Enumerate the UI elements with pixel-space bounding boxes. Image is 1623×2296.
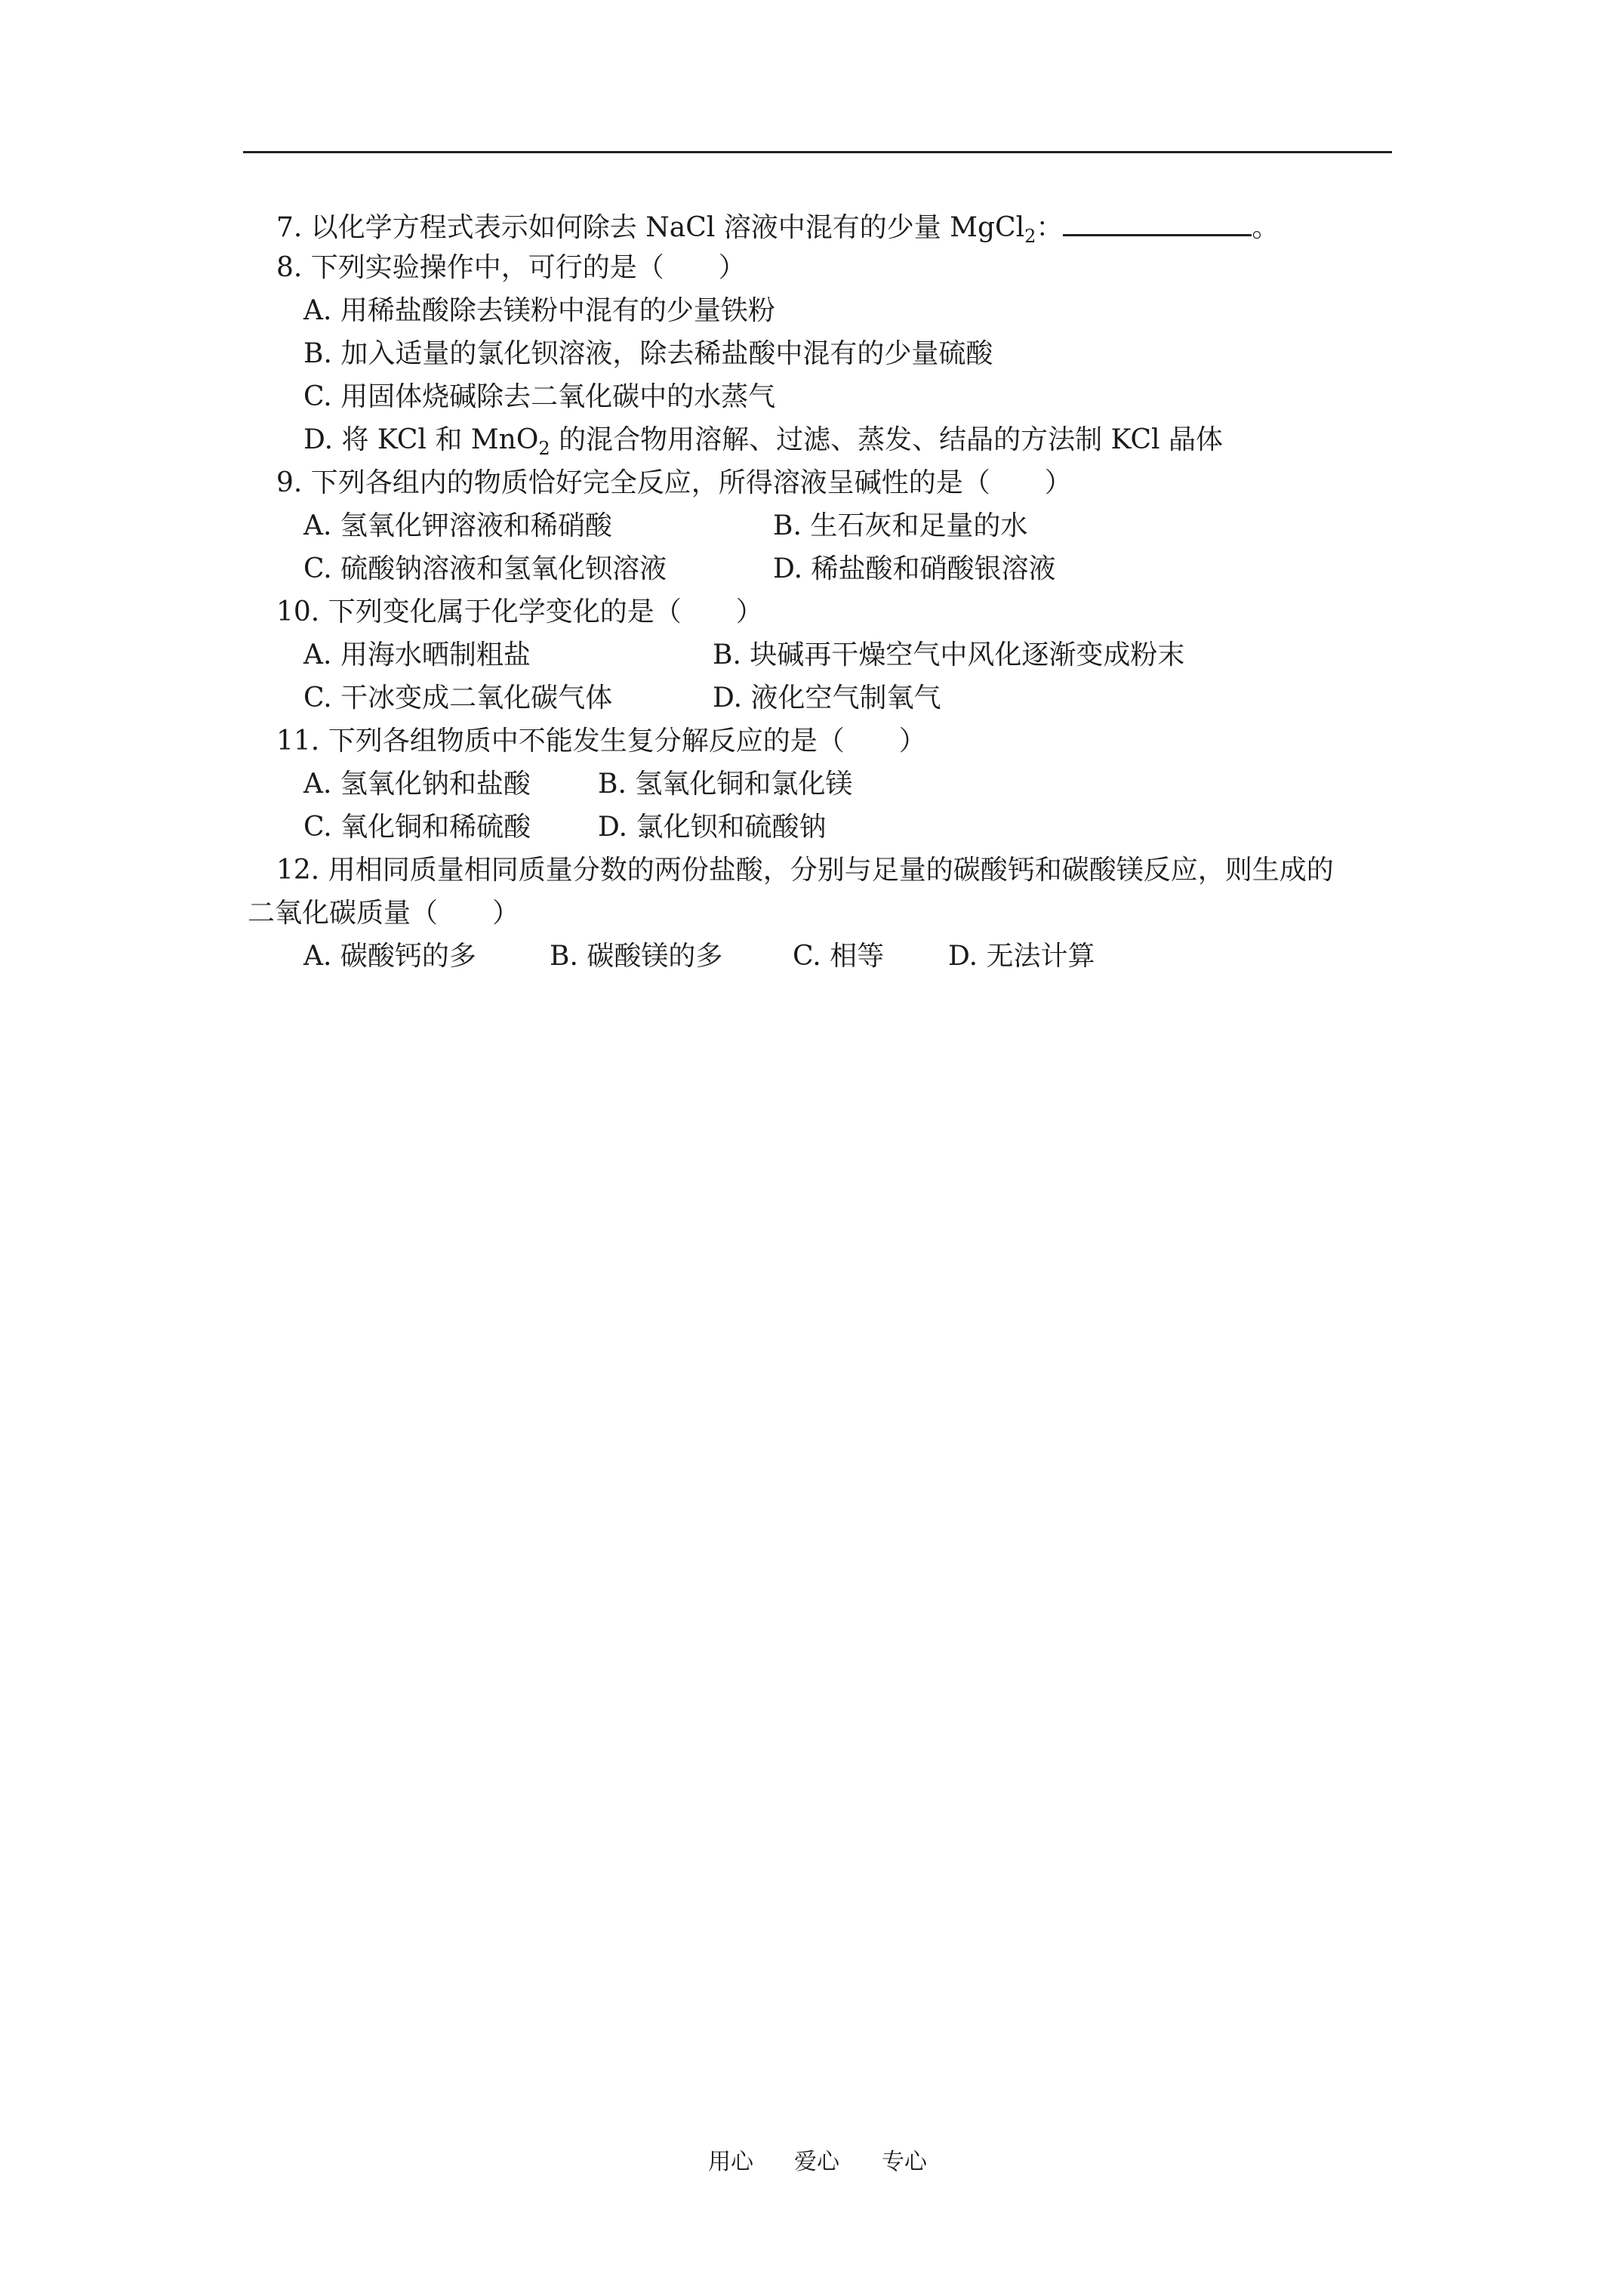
question-11-option-a: A. 氢氧化钠和盐酸 [303, 769, 531, 800]
question-12-option-d: D. 无法计算 [948, 941, 1095, 972]
question-9-stem: 9. 下列各组内的物质恰好完全反应，所得溶液呈碱性的是（ ） [276, 467, 1072, 498]
question-12-stem-continued: 二氧化碳质量（ ） [248, 898, 520, 929]
header-rule [243, 151, 1392, 153]
question-12-option-b: B. 碳酸镁的多 [550, 941, 723, 972]
question-8-option-b: B. 加入适量的氯化钡溶液，除去稀盐酸中混有的少量硫酸 [303, 338, 993, 369]
question-12-option-c: C. 相等 [793, 941, 885, 972]
question-10-option-a: A. 用海水晒制粗盐 [303, 639, 531, 670]
subscript-2: 2 [538, 438, 550, 460]
question-8-stem: 8. 下列实验操作中，可行的是（ ） [276, 252, 746, 283]
question-12-option-a: A. 碳酸钙的多 [303, 941, 476, 972]
question-8-option-a: A. 用稀盐酸除去镁粉中混有的少量铁粉 [303, 295, 775, 326]
question-7-end: 。 [1252, 212, 1280, 243]
question-11-option-b: B. 氢氧化铜和氯化镁 [598, 769, 853, 800]
question-11-option-d: D. 氯化钡和硫酸钠 [598, 812, 827, 843]
question-10-option-c: C. 干冰变成二氧化碳气体 [303, 683, 613, 713]
question-8-option-d [303, 424, 1223, 465]
question-10-stem: 10. 下列变化属于化学变化的是（ ） [276, 596, 763, 627]
answer-blank[interactable] [1063, 208, 1252, 236]
footer-part-1: 用心 [708, 2149, 753, 2175]
question-9-option-c: C. 硫酸钠溶液和氢氧化钡溶液 [303, 553, 667, 584]
question-8-option-c: C. 用固体烧碱除去二氧化碳中的水蒸气 [303, 381, 776, 412]
question-8-option-d-text: D. 将 KCl 和 MnO [303, 424, 539, 455]
question-12-stem: 12. 用相同质量相同质量分数的两份盐酸，分别与足量的碳酸钙和碳酸镁反应，则生成的 [276, 855, 1334, 886]
question-9-option-d: D. 稀盐酸和硝酸银溶液 [773, 553, 1056, 584]
question-8-option-d-rest: 的混合物用溶解、过滤、蒸发、结晶的方法制 KCl 晶体 [550, 424, 1223, 455]
question-11-option-c: C. 氧化铜和稀硫酸 [303, 812, 531, 843]
question-9-option-a: A. 氢氧化钾溶液和稀硝酸 [303, 510, 612, 541]
question-9-option-b: B. 生石灰和足量的水 [773, 510, 1028, 541]
question-10-option-d: D. 液化空气制氧气 [713, 683, 941, 713]
question-7-text: 7. 以化学方程式表示如何除去 NaCl 溶液中混有的少量 MgCl [276, 212, 1025, 243]
question-7-colon: ： [1036, 212, 1064, 243]
footer-part-2: 爱心 [794, 2149, 839, 2175]
question-7 [276, 208, 1279, 253]
question-10-option-b: B. 块碱再干燥空气中风化逐渐变成粉末 [713, 639, 1185, 670]
footer-part-3: 专心 [882, 2149, 927, 2175]
subscript-2: 2 [1024, 226, 1036, 248]
question-11-stem: 11. 下列各组物质中不能发生复分解反应的是（ ） [276, 726, 926, 757]
